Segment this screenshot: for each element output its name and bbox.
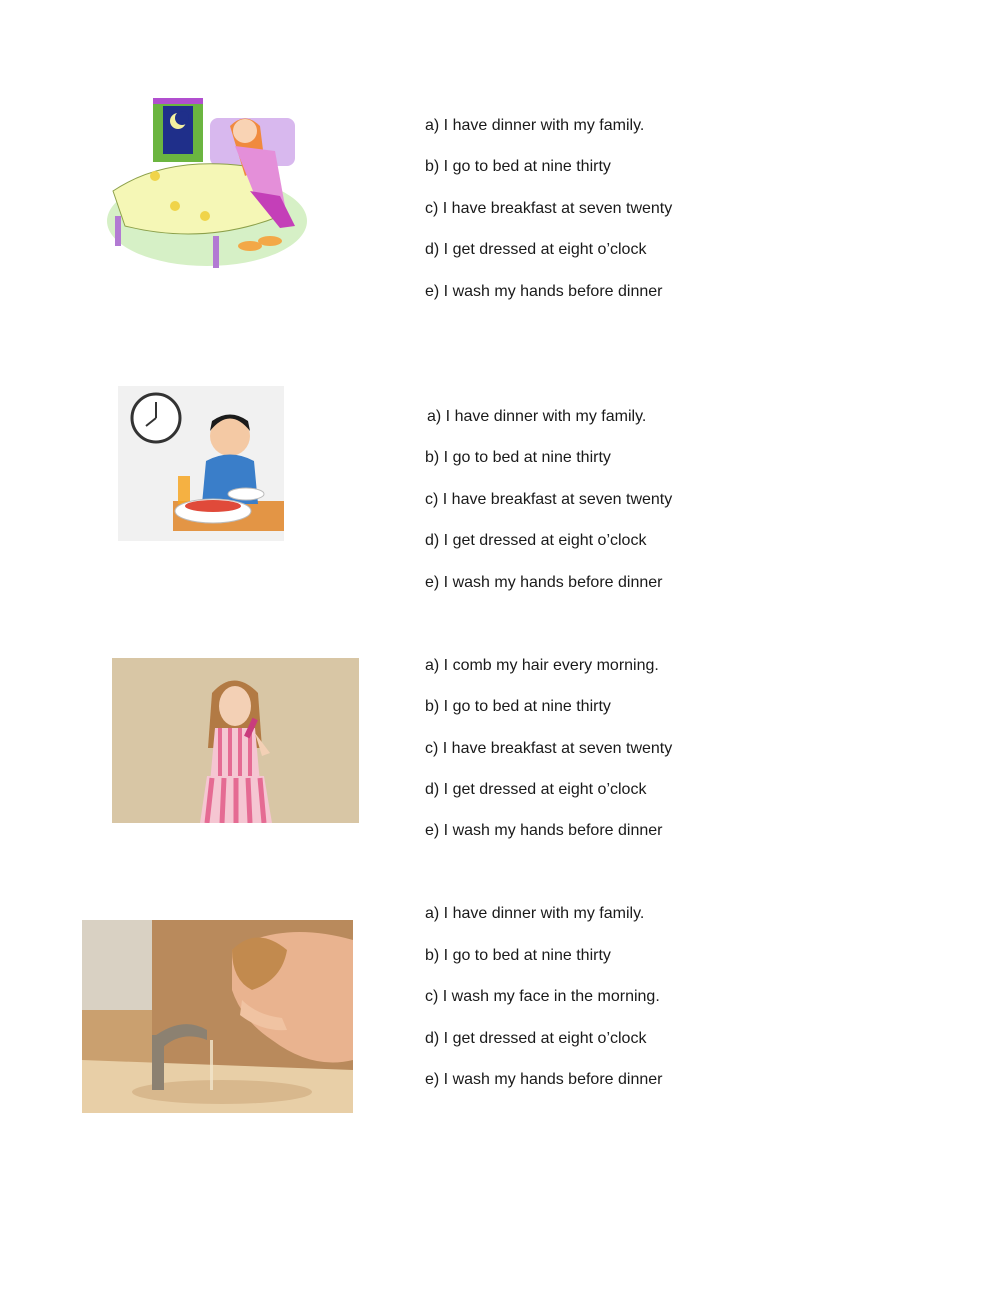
girl-making-bed-image [105,96,310,271]
option-c[interactable]: c) I have breakfast at seven twenty [425,491,673,508]
option-b[interactable]: b) I go to bed at nine thirty [425,698,611,715]
option-d[interactable]: d) I get dressed at eight o’clock [425,781,647,798]
option-a[interactable]: a) I have dinner with my family. [427,408,647,425]
option-e[interactable]: e) I wash my hands before dinner [425,822,663,839]
option-a[interactable]: a) I have dinner with my family. [425,117,645,134]
option-c[interactable]: c) I have breakfast at seven twenty [425,740,673,757]
option-d[interactable]: d) I get dressed at eight o’clock [425,1030,647,1047]
option-b[interactable]: b) I go to bed at nine thirty [425,947,611,964]
option-a[interactable]: a) I have dinner with my family. [425,905,645,922]
option-e[interactable]: e) I wash my hands before dinner [425,1071,663,1088]
option-e[interactable]: e) I wash my hands before dinner [425,574,663,591]
boy-eating-breakfast-image [118,386,284,541]
option-e[interactable]: e) I wash my hands before dinner [425,283,663,300]
option-c[interactable]: c) I wash my face in the morning. [425,988,660,1005]
girl-combing-hair-image [112,658,359,823]
woman-washing-face-image [82,920,353,1113]
option-b[interactable]: b) I go to bed at nine thirty [425,449,611,466]
option-c[interactable]: c) I have breakfast at seven twenty [425,200,673,217]
option-d[interactable]: d) I get dressed at eight o’clock [425,532,647,549]
option-a[interactable]: a) I comb my hair every morning. [425,657,659,674]
option-b[interactable]: b) I go to bed at nine thirty [425,158,611,175]
option-d[interactable]: d) I get dressed at eight o’clock [425,241,647,258]
